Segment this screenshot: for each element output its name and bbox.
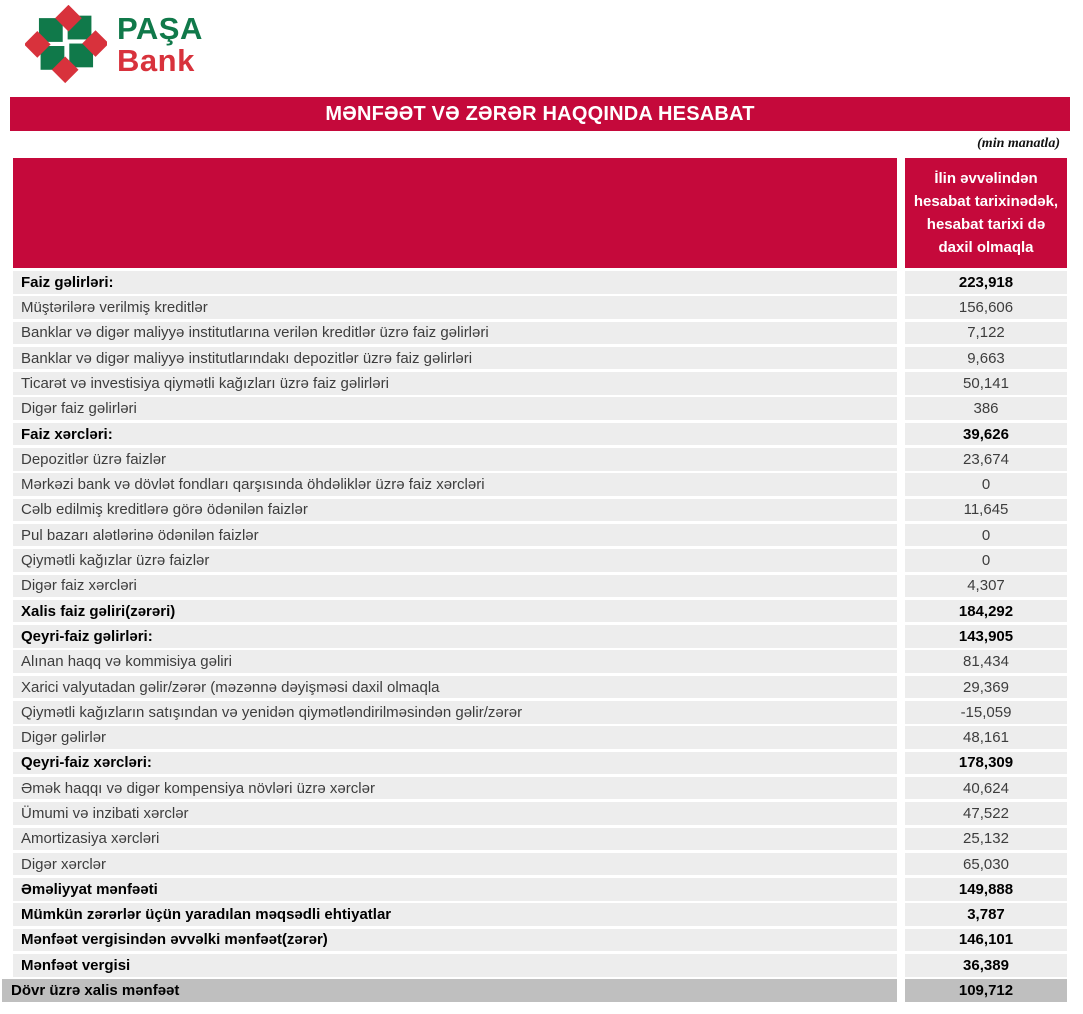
table-row: [13, 397, 1067, 420]
row-label: Qiymətli kağızların satışından və yenidən qiymətləndirilməsindən gəlir/zərər: [13, 701, 897, 724]
table-row: [13, 650, 1067, 673]
row-label: Mənfəət vergisi: [13, 954, 897, 977]
row-label: Qiymətli kağızlar üzrə faizlər: [13, 549, 897, 572]
row-value: 223,918: [905, 271, 1067, 294]
row-value: 146,101: [905, 929, 1067, 952]
row-value: -15,059: [905, 701, 1067, 724]
table-row: [13, 903, 1067, 926]
table-row: [13, 676, 1067, 699]
row-label: Mərkəzi bank və dövlət fondları qarşısında öhdəliklər üzrə faiz xərcləri: [13, 473, 897, 496]
table-row: [13, 777, 1067, 800]
row-label: Ticarət və investisiya qiymətli kağızları üzrə faiz gəlirləri: [13, 372, 897, 395]
brand-header: [25, 5, 203, 87]
table-row: [13, 473, 1067, 496]
table-row: [13, 600, 1067, 623]
row-label: Mümkün zərərlər üçün yaradılan məqsədli ehtiyatlar: [13, 903, 897, 926]
row-label: Qeyri-faiz xərcləri:: [13, 752, 897, 775]
row-value: 48,161: [905, 726, 1067, 749]
row-label: Əməliyyat mənfəəti: [13, 878, 897, 901]
row-label: Əmək haqqı və digər kompensiya növləri üzrə xərclər: [13, 777, 897, 800]
row-value: 184,292: [905, 600, 1067, 623]
row-label: Ümumi və inzibati xərclər: [13, 802, 897, 825]
row-value: 29,369: [905, 676, 1067, 699]
table-row: [13, 878, 1067, 901]
row-label: Banklar və digər maliyyə institutlarındakı depozitlər üzrə faiz gəlirləri: [13, 347, 897, 370]
row-value: 25,132: [905, 828, 1067, 851]
table-row: [13, 853, 1067, 876]
table-row: [13, 929, 1067, 952]
table-row: [13, 701, 1067, 724]
row-label: Amortizasiya xərcləri: [13, 828, 897, 851]
row-label: Müştərilərə verilmiş kreditlər: [13, 296, 897, 319]
table-row: [13, 549, 1067, 572]
brand-wordmark: [117, 13, 203, 76]
table-row: [13, 448, 1067, 471]
table-row: [13, 752, 1067, 775]
row-label: Alınan haqq və kommisiya gəliri: [13, 650, 897, 673]
row-label: Xalis faiz gəliri(zərəri): [13, 600, 897, 623]
header-label-cell: [13, 158, 897, 268]
row-value: 156,606: [905, 296, 1067, 319]
table-row: [13, 296, 1067, 319]
table-row: [13, 828, 1067, 851]
table-row: [13, 423, 1067, 446]
brand-name-bottom: Bank: [117, 42, 195, 78]
row-value: 50,141: [905, 372, 1067, 395]
row-value: 149,888: [905, 878, 1067, 901]
row-value: 109,712: [905, 979, 1067, 1002]
row-label: Pul bazarı alətlərinə ödənilən faizlər: [13, 524, 897, 547]
row-label: Qeyri-faiz gəlirləri:: [13, 625, 897, 648]
row-value: 0: [905, 549, 1067, 572]
table-row: [13, 575, 1067, 598]
row-label: Faiz gəlirləri:: [13, 271, 897, 294]
report-title-banner: MƏNFƏƏT VƏ ZƏRƏR HAQQINDA HESABAT: [10, 97, 1070, 131]
table-row: [13, 726, 1067, 749]
table-row: [13, 499, 1067, 522]
row-value: 4,307: [905, 575, 1067, 598]
row-label: Digər faiz gəlirləri: [13, 397, 897, 420]
row-value: 36,389: [905, 954, 1067, 977]
row-label: Dövr üzrə xalis mənfəət: [2, 979, 897, 1002]
row-value: 178,309: [905, 752, 1067, 775]
row-label: Digər gəlirlər: [13, 726, 897, 749]
row-value: 0: [905, 524, 1067, 547]
table-row: [13, 271, 1067, 294]
row-label: Faiz xərcləri:: [13, 423, 897, 446]
row-value: 386: [905, 397, 1067, 420]
row-label: Digər faiz xərcləri: [13, 575, 897, 598]
row-value: 39,626: [905, 423, 1067, 446]
table-row: [13, 322, 1067, 345]
table-row: [13, 372, 1067, 395]
row-label: Digər xərclər: [13, 853, 897, 876]
table-row: [13, 802, 1067, 825]
table-body: [13, 271, 1067, 1005]
table-row: [13, 524, 1067, 547]
table-row: [13, 625, 1067, 648]
row-label: Banklar və digər maliyyə institutlarına verilən kreditlər üzrə faiz gəlirləri: [13, 322, 897, 345]
row-value: 81,434: [905, 650, 1067, 673]
table-row: [13, 347, 1067, 370]
row-label: Mənfəət vergisindən əvvəlki mənfəət(zərər): [13, 929, 897, 952]
row-value: 7,122: [905, 322, 1067, 345]
row-value: 3,787: [905, 903, 1067, 926]
unit-note: (min manatla): [977, 136, 1060, 151]
row-value: 65,030: [905, 853, 1067, 876]
row-value: 11,645: [905, 499, 1067, 522]
row-value: 0: [905, 473, 1067, 496]
table-header: [13, 158, 1067, 268]
row-label: Xarici valyutadan gəlir/zərər (məzənnə dəyişməsi daxil olmaqla: [13, 676, 897, 699]
table-row: [13, 979, 1067, 1002]
row-value: 9,663: [905, 347, 1067, 370]
row-value: 40,624: [905, 777, 1067, 800]
pasha-bank-logo-icon: [25, 5, 107, 87]
row-value: 23,674: [905, 448, 1067, 471]
brand-name-top: PAŞA: [117, 11, 203, 46]
row-value: 143,905: [905, 625, 1067, 648]
header-value-cell: İlin əvvəlindən hesabat tarixinədək, hesabat tarixi də daxil olmaqla: [905, 158, 1067, 268]
row-value: 47,522: [905, 802, 1067, 825]
row-label: Depozitlər üzrə faizlər: [13, 448, 897, 471]
table-row: [13, 954, 1067, 977]
row-label: Cəlb edilmiş kreditlərə görə ödənilən faizlər: [13, 499, 897, 522]
